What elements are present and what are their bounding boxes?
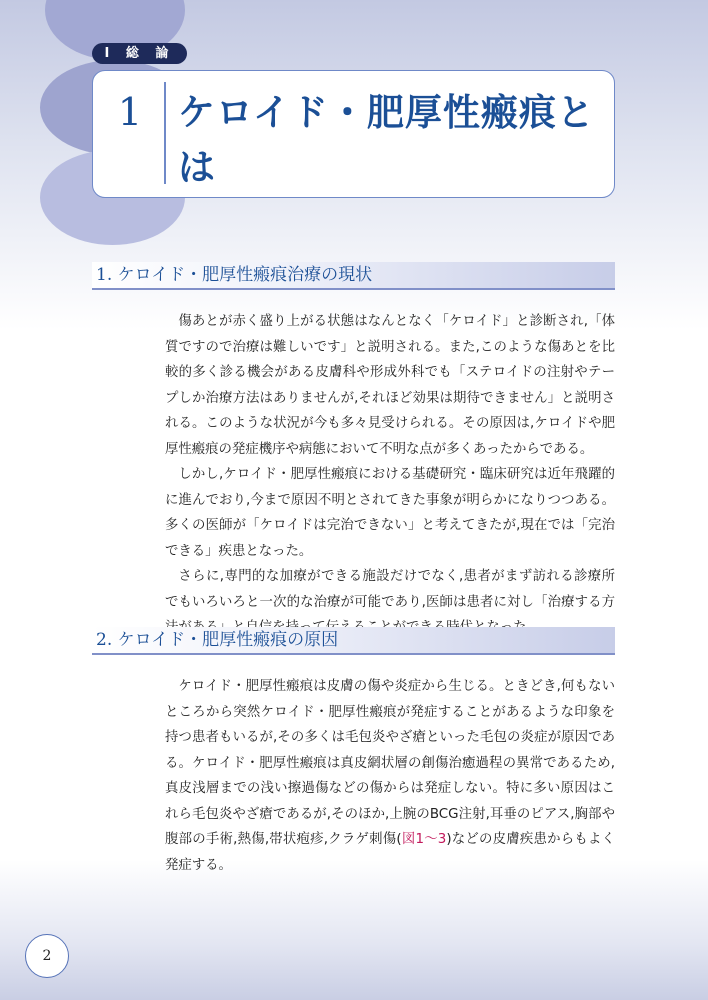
figure-reference-link[interactable]: 図1～3 bbox=[401, 832, 447, 847]
footer-gradient-background bbox=[0, 860, 708, 1000]
section-1-body bbox=[165, 309, 615, 641]
chapter-divider bbox=[164, 82, 166, 184]
section-2-paragraph-1 bbox=[165, 674, 615, 878]
section-1-heading: 1. ケロイド・肥厚性瘢痕治療の現状 bbox=[96, 265, 373, 285]
section-1-paragraph-2: しかし,ケロイド・肥厚性瘢痕における基礎研究・臨床研究は近年飛躍的に進んでおり,今まで原因不明とされてきた事象が明らかになりつつある。多くの医師が「ケロイドは完治できない」と考えてきたが,現在では「完治できる」疾患となった。 bbox=[165, 467, 615, 559]
section-1-paragraph-1: 傷あとが赤く盛り上がる状態はなんとなく「ケロイド」と診断され,「体質ですので治療は難しいです」と説明される。また,このような傷あとを比較的多く診る機会がある皮膚科や形成外科でも「ステロイドの注射やテープしか治療方法はありませんが,それほど効果は期待できません」と説明される。このような状況が今も多々見受けられる。その原因は,ケロイドや肥厚性瘢痕の発症機序や病態において不明な点が多くあったからである。 bbox=[165, 314, 615, 457]
section-2-text-before-ref: ケロイド・肥厚性瘢痕は皮膚の傷や炎症から生じる。ときどき,何もないところから突然ケロイド・肥厚性瘢痕が発症することがあるような印象を持つ患者もいるが,その多くは毛包炎やざ瘡といった毛包の炎症が原因である。ケロイド・肥厚性瘢痕は真皮網状層の創傷治癒過程の異常であるため,真皮浅層までの浅い擦過傷などの傷からは発症しない。特に多い原因はこれら毛包炎やざ瘡であるが,そのほか,上腕のBCG注射,耳垂のピアス,胸部や腹部の手術,熱傷,帯状疱疹,クラゲ刺傷( bbox=[165, 679, 615, 847]
section-2-heading-bar bbox=[92, 627, 615, 655]
section-tag: Ⅰ 総 論 bbox=[92, 43, 187, 64]
section-2-text-after-ref: )などの皮膚疾患からもよく発症する。 bbox=[165, 832, 615, 873]
section-1-paragraph-3: さらに,専門的な加療ができる施設だけでなく,患者がまず訪れる診療所でもいろいろと一次的な治療が可能であり,医師は患者に対し「治療する方 bbox=[165, 569, 615, 610]
chapter-number: 1 bbox=[117, 90, 143, 134]
page-number-circle bbox=[25, 934, 69, 978]
section-2-body bbox=[165, 674, 615, 878]
page-number: 2 bbox=[42, 948, 52, 964]
section-1-heading-bar bbox=[92, 262, 615, 290]
section-2-heading: 2. ケロイド・肥厚性瘢痕の原因 bbox=[96, 630, 339, 650]
chapter-title: ケロイド・肥厚性瘢痕とは bbox=[178, 91, 595, 189]
